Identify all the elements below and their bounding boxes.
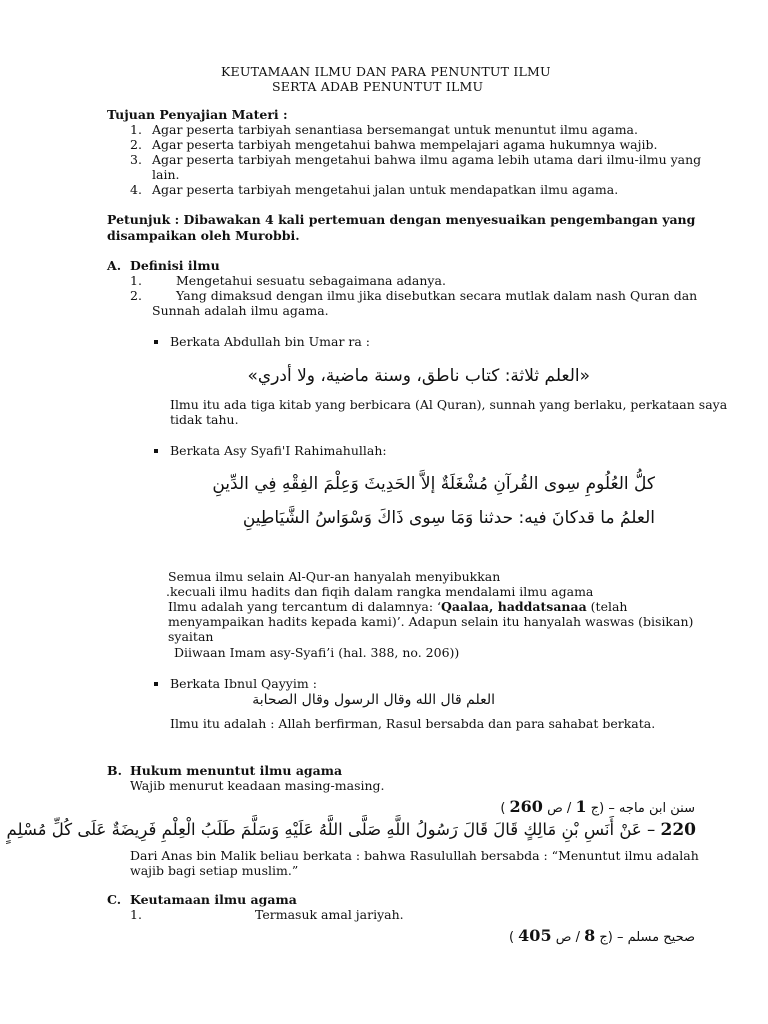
hadith-number: 220 [660, 820, 696, 840]
definisi-item-2: Yang dimaksud dengan ilmu jika disebutkan secara mutlak dalam nash Quran dan [176, 288, 698, 303]
petunjuk-line1: Petunjuk : Dibawakan 4 kali pertemuan dengan menyesuaikan pengembangan yang [107, 212, 696, 227]
quote2-arabic-line1: كلُّ العُلُومِ سِوى القُرآنِ مُشْغَلَةٌ إلاَّ الحَدِيثَ وَعِلْمَ الفِقْهِ فِي الدِّينِ [212, 474, 655, 494]
bullet-marker [154, 449, 158, 453]
muslim-reference [480, 926, 695, 945]
section-c-heading: Keutamaan ilmu agama [130, 892, 297, 907]
quote1-label: Berkata Abdullah bin Umar ra : [170, 334, 371, 349]
hadith-trans-line2: wajib bagi setiap muslim.” [130, 863, 299, 878]
section-b-heading: Hukum menuntut ilmu agama [130, 763, 343, 778]
doc-title-line1: KEUTAMAAN ILMU DAN PARA PENUNTUT ILMU [221, 64, 551, 79]
quote2-trans-line3a: Ilmu adalah yang tercantum di dalamnya: ‘ [168, 599, 441, 614]
bullet-marker [154, 682, 158, 686]
quote2-trans-line5: syaitan [168, 629, 214, 644]
quote2-source: Diiwaan Imam asy-Syafi’i (hal. 388, no. 206)) [174, 645, 460, 660]
ref-close: ) [500, 801, 506, 816]
section-b-sub: Wajib menurut keadaan masing-masing. [130, 778, 385, 793]
hadith-text [6, 820, 696, 840]
tujuan-num-4: 4. [130, 182, 142, 197]
quote3-label: Berkata Ibnul Qayyim : [170, 676, 317, 691]
definisi-item-1: Mengetahui sesuatu sebagaimana adanya. [176, 273, 446, 288]
ref-source: سنن ابن ماجه – (ج [590, 801, 695, 816]
ref-close: ) [508, 930, 515, 945]
bullet-marker [154, 340, 158, 344]
section-b-letter: B. [107, 763, 122, 778]
ref-source: صحيح مسلم – (ج [599, 930, 695, 945]
tujuan-num-3: 3. [130, 152, 142, 167]
quote2-trans-line1: Semua ilmu selain Al-Qur-an hanyalah menyibukkan [168, 569, 501, 584]
tujuan-item-3: Agar peserta tarbiyah mengetahui bahwa ilmu agama lebih utama dari ilmu-ilmu yang [152, 152, 702, 167]
tujuan-heading: Tujuan Penyajian Materi : [107, 107, 288, 122]
ref-volume: 1 [575, 797, 587, 816]
quote3-arabic: العلم قال الله وقال الرسول وقال الصحابة [252, 692, 495, 708]
quote2-trans-line4: menyampaikan hadits kepada kami)’. Adapun selain itu hanyalah waswas (bisikan) [168, 614, 694, 629]
petunjuk-line2: disampaikan oleh Murobbi. [107, 228, 300, 243]
hadith-reference [450, 797, 695, 816]
keutamaan-num-1: 1. [130, 907, 142, 922]
quote2-trans-line3c: (telah [586, 599, 628, 614]
quote1-trans-line2: tidak tahu. [170, 412, 239, 427]
tujuan-item-3-cont: lain. [152, 167, 180, 182]
section-c-letter: C. [107, 892, 122, 907]
definisi-num-2: 2. [130, 288, 142, 303]
quote2-trans-line2: .kecuali ilmu hadits dan fiqih dalam rangka mendalami ilmu agama [166, 584, 594, 599]
ref-page-label: / ص [547, 801, 572, 816]
ref-volume: 8 [584, 926, 596, 945]
ref-page-label: / ص [555, 930, 580, 945]
tujuan-num-2: 2. [130, 137, 142, 152]
quote2-label: Berkata Asy Syafi'I Rahimahullah: [170, 443, 387, 458]
quote1-arabic: «العلم ثلاثة: كتاب ناطق، وسنة ماضية، ولا أدري» [247, 366, 590, 386]
section-a-heading: Definisi ilmu [130, 258, 220, 273]
quote2-trans-line3 [168, 600, 627, 614]
tujuan-item-1: Agar peserta tarbiyah senantiasa bersemangat untuk menuntut ilmu agama. [152, 122, 638, 137]
keutamaan-item-1: Termasuk amal jariyah. [255, 907, 404, 922]
ref-page: 260 [509, 797, 543, 816]
tujuan-num-1: 1. [130, 122, 142, 137]
section-a-letter: A. [107, 258, 122, 273]
quote2-arabic-line2: العلمُ ما قدكانَ فيه: حدثنا وَمَا سِوى ذَاكَ وَسْوَاسُ الشَّيَاطِينِ [242, 508, 655, 528]
quote3-trans: Ilmu itu adalah : Allah berfirman, Rasul bersabda dan para sahabat berkata. [170, 716, 656, 731]
hadith-body: – عَنْ أَنَسِ بْنِ مَالِكٍ قَالَ قَالَ رَسُولُ اللَّهِ صَلَّى اللَّهُ عَلَيْهِ وَسَلَّمَ طَلَبُ الْعِلْمِ فَرِيضَةٌ عَلَى كُلِّ مُسْلِمٍ [6, 820, 656, 839]
ref-page: 405 [518, 926, 552, 945]
definisi-num-1: 1. [130, 273, 142, 288]
hadith-trans-line1: Dari Anas bin Malik beliau berkata : bahwa Rasulullah bersabda : “Menuntut ilmu adalah [130, 848, 699, 863]
quote1-trans-line1: Ilmu itu ada tiga kitab yang berbicara (Al Quran), sunnah yang berlaku, perkataan saya [170, 397, 728, 412]
tujuan-item-2: Agar peserta tarbiyah mengetahui bahwa mempelajari agama hukumnya wajib. [152, 137, 658, 152]
quote2-trans-line3b: Qaalaa, haddatsanaa [441, 599, 587, 614]
doc-title-line2: SERTA ADAB PENUNTUT ILMU [272, 79, 484, 94]
definisi-item-2-cont: Sunnah adalah ilmu agama. [152, 303, 329, 318]
tujuan-item-4: Agar peserta tarbiyah mengetahui jalan untuk mendapatkan ilmu agama. [152, 182, 619, 197]
